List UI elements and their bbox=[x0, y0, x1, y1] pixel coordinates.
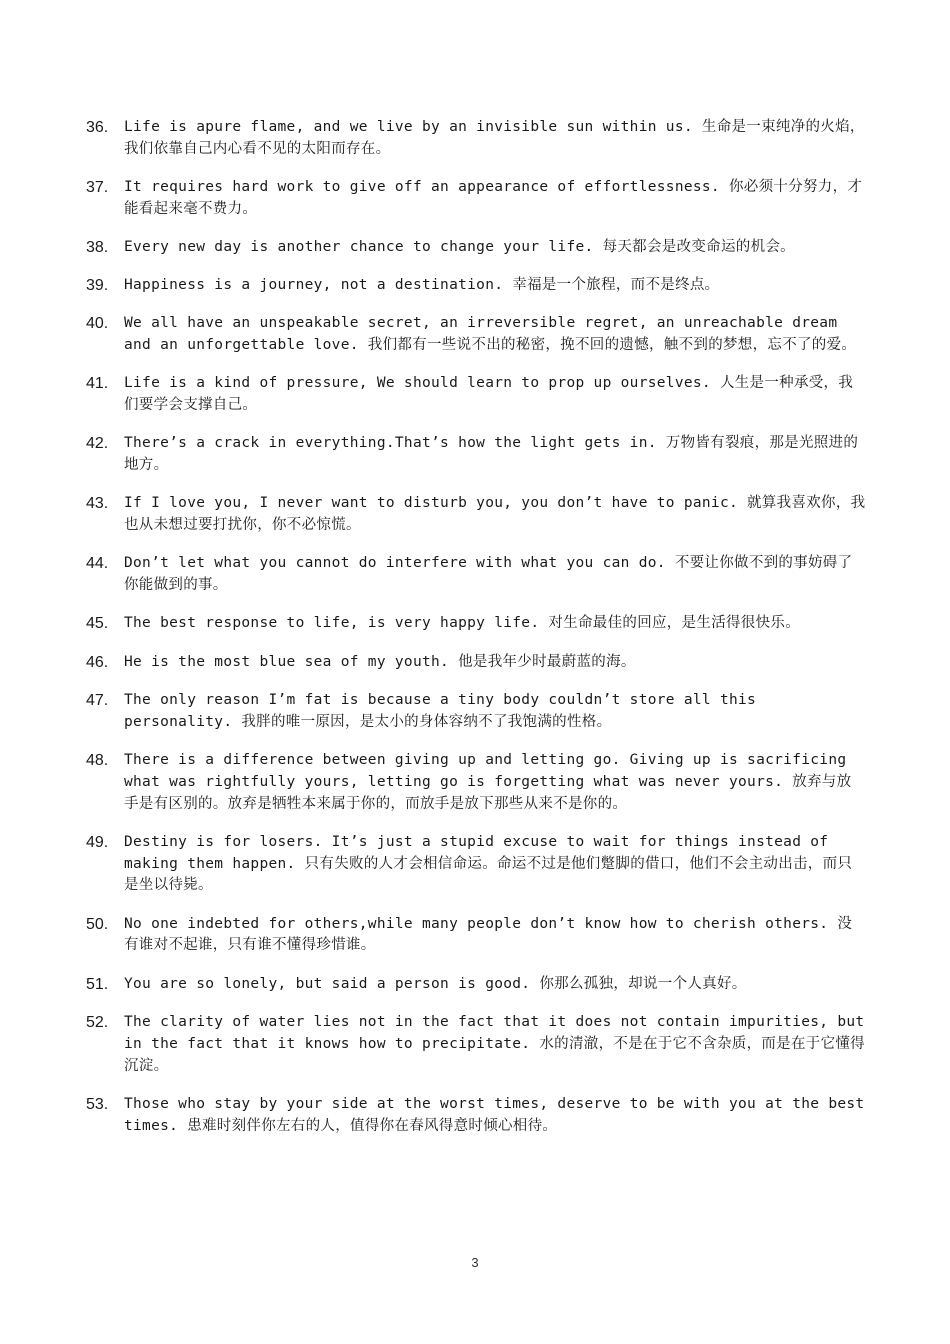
item-number: 42. bbox=[86, 435, 109, 453]
item-text: Happiness is a journey, not a destination. 幸福是一个旅程，而不是终点。 bbox=[124, 277, 720, 294]
item-number: 40. bbox=[86, 315, 109, 333]
item-number: 48. bbox=[86, 751, 109, 769]
item-number: 41. bbox=[86, 375, 109, 393]
item-number: 53. bbox=[86, 1095, 109, 1113]
list-item bbox=[86, 974, 866, 996]
item-text: Every new day is another chance to change your life. 每天都会是改变命运的机会。 bbox=[124, 239, 795, 255]
item-number: 45. bbox=[86, 615, 109, 633]
item-text: Those who stay by your side at the worst times, deserve to be with you at the best times. 患难时刻伴你左右的人，值得你在春风得意时倾心相待。 bbox=[124, 1095, 865, 1134]
list-item bbox=[86, 117, 866, 161]
item-text: The best response to life, is very happy life. 对生命最佳的回应，是生活得很快乐。 bbox=[124, 615, 800, 632]
item-text: Destiny is for losers. It’s just a stupid excuse to wait for things instead of making them happen. 只有失败的人才会相信命运。命运不过是他们蹩脚的借口，他们不会主动出击，而只是坐以待毙。 bbox=[124, 833, 853, 894]
list-item bbox=[86, 652, 866, 674]
item-text: The only reason I’m fat is because a tiny body couldn’t store all this personality. 我胖的唯一原因，是太小的身体容纳不了我饱满的性格。 bbox=[124, 691, 757, 730]
item-number: 37. bbox=[86, 179, 109, 196]
item-number: 47. bbox=[86, 691, 109, 709]
item-text: Life is apure flame, and we live by an invisible sun within us. 生命是一束纯净的火焰，我们依靠自己内心看不见的太阳而存在。 bbox=[124, 119, 865, 157]
item-text: If I love you, I never want to disturb you, you don’t have to panic. 就算我喜欢你，我也从未想过要打扰你，你不必惊慌。 bbox=[124, 495, 866, 534]
item-number: 38. bbox=[86, 239, 109, 256]
item-text: Don’t let what you cannot do interfere with what you can do. 不要让你做不到的事妨碍了你能做到的事。 bbox=[124, 555, 853, 594]
item-number: 49. bbox=[86, 833, 109, 851]
page-number: 3 bbox=[471, 1255, 479, 1270]
quote-list bbox=[86, 117, 866, 1154]
item-number: 43. bbox=[86, 495, 109, 513]
item-text: No one indebted for others,while many people don’t know how to cherish others. 没有谁对不起谁，只有谁不懂得珍惜谁。 bbox=[124, 915, 853, 954]
list-item bbox=[86, 914, 866, 958]
item-number: 39. bbox=[86, 277, 109, 295]
list-item bbox=[86, 832, 866, 898]
list-item bbox=[86, 690, 866, 734]
list-item bbox=[86, 1094, 866, 1138]
list-item bbox=[86, 493, 866, 537]
list-item bbox=[86, 750, 866, 816]
item-text: You are so lonely, but said a person is good. 你那么孤独，却说一个人真好。 bbox=[124, 975, 747, 992]
item-text: It requires hard work to give off an appearance of effortlessness. 你必须十分努力，才能看起来毫不费力。 bbox=[124, 179, 863, 217]
item-number: 51. bbox=[86, 975, 109, 993]
list-item bbox=[86, 373, 866, 417]
item-number: 50. bbox=[86, 915, 109, 933]
item-text: Life is a kind of pressure, We should learn to prop up ourselves. 人生是一种承受，我们要学会支撑自己。 bbox=[124, 375, 854, 414]
item-text: He is the most blue sea of my youth. 他是我年少时最蔚蓝的海。 bbox=[124, 653, 636, 670]
item-text: There is a difference between giving up and letting go. Giving up is sacrificing what was rightfully yours, letting go is forgetting what was never yours. 放弃与放手是有区别的。放弃是牺牲本来属于你的，而放手是放下那些从来不是你的。 bbox=[124, 751, 852, 812]
item-number: 44. bbox=[86, 555, 109, 573]
list-item bbox=[86, 177, 866, 221]
list-item bbox=[86, 433, 866, 477]
list-item bbox=[86, 613, 866, 635]
list-item bbox=[86, 275, 866, 297]
item-number: 52. bbox=[86, 1013, 109, 1031]
item-number: 46. bbox=[86, 653, 109, 671]
item-text: We all have an unspeakable secret, an irreversible regret, an unreachable dream and an unforgettable love. 我们都有一些说不出的秘密，挽不回的遗憾，触不到的梦想，忘不了的爱。 bbox=[124, 315, 857, 354]
list-item bbox=[86, 237, 866, 259]
item-text: There’s a crack in everything.That’s how the light gets in. 万物皆有裂痕，那是光照进的地方。 bbox=[124, 435, 859, 474]
list-item bbox=[86, 313, 866, 357]
list-item bbox=[86, 1012, 866, 1078]
item-number: 36. bbox=[86, 119, 109, 136]
list-item bbox=[86, 553, 866, 597]
item-text: The clarity of water lies not in the fact that it does not contain impurities, but in the fact that it knows how to precipitate. 水的清澈，不是在于它不含杂质，而是在于它懂得沉淀。 bbox=[124, 1013, 865, 1074]
